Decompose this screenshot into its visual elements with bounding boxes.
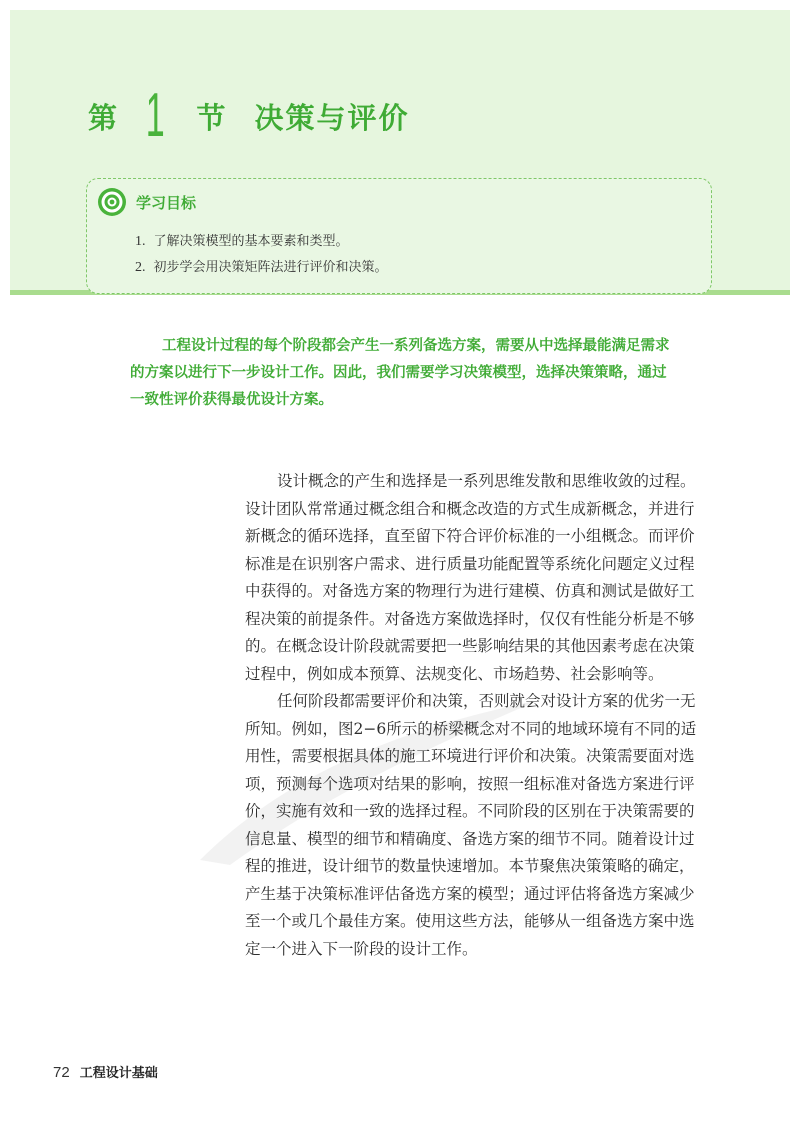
- body-line: 设计团队常常通过概念组合和概念改造的方式生成新概念，并进行: [245, 499, 695, 518]
- target-icon: [97, 187, 127, 217]
- body-line: 定一个进入下一阶段的设计工作。: [245, 939, 478, 958]
- book-title: 工程设计基础: [79, 1066, 158, 1081]
- body-line: 过程中，例如成本预算、法规变化、市场趋势、社会影响等。: [245, 664, 664, 683]
- body-text: [245, 468, 725, 963]
- section-title: [88, 81, 410, 150]
- body-line: 产生基于决策标准评估备选方案的模型；通过评估将备选方案减少: [245, 884, 695, 903]
- intro-line: 工程设计过程的每个阶段都会产生一系列备选方案，需要从中选择最能满足需求: [162, 338, 670, 354]
- learning-goals-box: [86, 178, 712, 294]
- learning-goals-header: [97, 187, 196, 217]
- section-prefix: 第: [88, 100, 119, 135]
- section-heading: 决策与评价: [254, 100, 410, 135]
- section-suffix: 节: [196, 100, 227, 135]
- learning-goal-number: 2.: [135, 260, 146, 275]
- body-line: 新概念的循环选择，直至留下符合评价标准的一小组概念。而评价: [245, 527, 695, 545]
- learning-goal-item: [135, 255, 388, 281]
- intro-line: 一致性评价获得最优设计方案。: [130, 392, 333, 408]
- page-footer: [53, 1062, 158, 1081]
- page-number: 72: [53, 1064, 70, 1081]
- intro-line: 的方案以进行下一步设计工作。因此，我们需要学习决策模型，选择决策策略，通过: [130, 365, 667, 381]
- section-number: 1: [145, 81, 165, 150]
- intro-paragraph: [130, 333, 680, 414]
- body-line: 价，实施有效和一致的选择过程。不同阶段的区别在于决策需要的: [245, 802, 695, 820]
- learning-goal-text: 了解决策模型的基本要素和类型。: [153, 234, 349, 249]
- body-line: 程决策的前提条件。对备选方案做选择时，仅仅有性能分析是不够: [245, 609, 695, 628]
- body-line: 标准是在识别客户需求、进行质量功能配置等系统化问题定义过程: [245, 554, 695, 573]
- body-line: 设计概念的产生和选择是一系列思维发散和思维收敛的过程。: [277, 472, 696, 490]
- body-line: 用性，需要根据具体的施工环境进行评价和决策。决策需要面对选: [245, 747, 695, 765]
- learning-goals-label: 学习目标: [136, 193, 197, 212]
- learning-goal-text: 初步学会用决策矩阵法进行评价和决策。: [153, 260, 388, 275]
- body-line: 程的推进，设计细节的数量快速增加。本节聚焦决策策略的确定，: [245, 857, 695, 875]
- learning-goal-item: [135, 229, 388, 255]
- learning-goal-number: 1.: [135, 234, 146, 249]
- body-line: 信息量、模型的细节和精确度、备选方案的细节不同。随着设计过: [245, 829, 695, 848]
- body-line: 任何阶段都需要评价和决策，否则就会对设计方案的优劣一无: [277, 692, 696, 710]
- body-line: 中获得的。对备选方案的物理行为进行建模、仿真和测试是做好工: [245, 582, 695, 600]
- body-line: 至一个或几个最佳方案。使用这些方法，能够从一组备选方案中选: [245, 912, 695, 930]
- body-line: 的。在概念设计阶段就需要把一些影响结果的其他因素考虑在决策: [245, 637, 695, 655]
- body-line: 项，预测每个选项对结果的影响，按照一组标准对备选方案进行评: [245, 774, 695, 793]
- learning-goals-list: [135, 229, 388, 281]
- body-line: 所知。例如，图2−6所示的桥梁概念对不同的地域环境有不同的适: [245, 719, 697, 738]
